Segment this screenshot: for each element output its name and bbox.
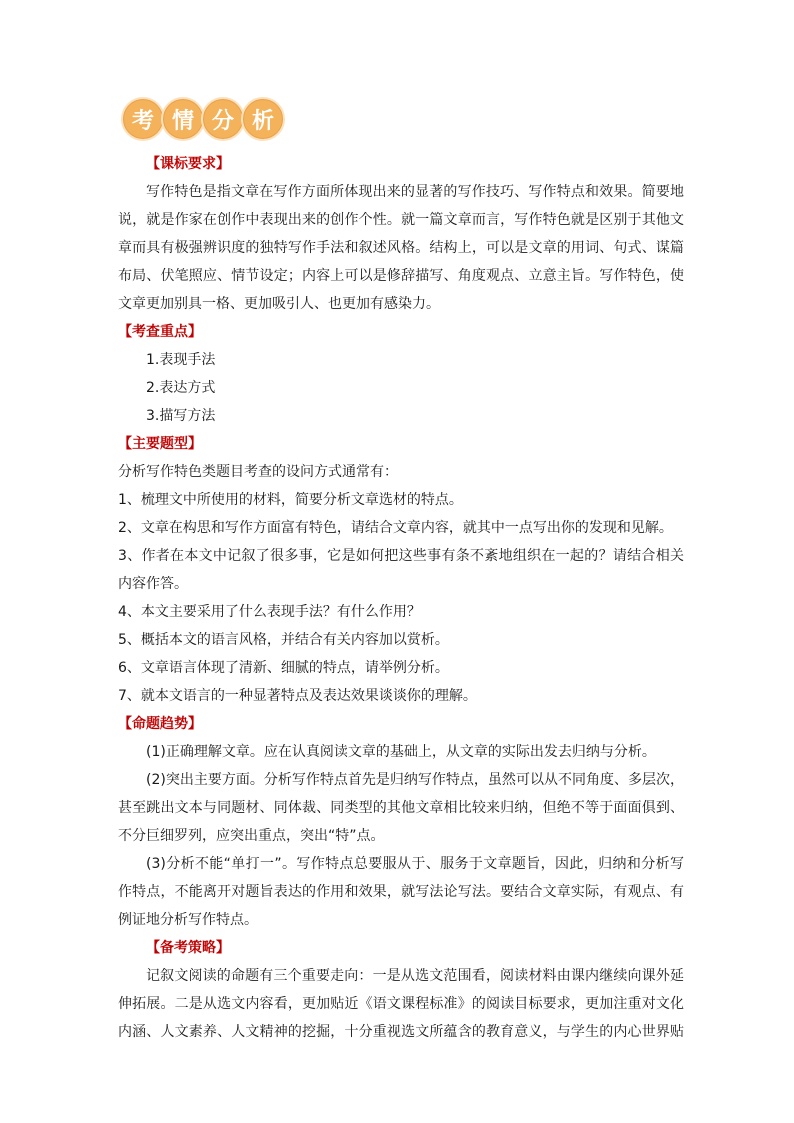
list-item: 4、本文主要采用了什么表现手法？有什么作用？ — [118, 604, 421, 620]
list-item: 6、文章语言体现了清新、细腻的特点，请举例分析。 — [118, 660, 449, 676]
paragraph-line: (1)正确理解文章。应在认真阅读文章的基础上，从文章的实际出发去归纳与分析。 — [146, 744, 656, 760]
heading-celue: 【备考策略】 — [146, 940, 230, 956]
paragraph-line: 文章更加别具一格、更加吸引人、也更加有感染力。 — [118, 296, 440, 312]
paragraph-line: 伸拓展。二是从选文内容看，更加贴近《语文课程标准》的阅读目标要求，更加注重对文化 — [118, 996, 684, 1012]
paragraph-line: (2)突出主要方面。分析写作特点首先是归纳写作特点，虽然可以从不同角度、多层次， — [146, 772, 684, 788]
paragraph-line: 记叙文阅读的命题有三个重要走向：一是从选文范围看，阅读材料由课内继续向课外延 — [146, 968, 684, 984]
paragraph-line: 内涵、人文素养、人文精神的挖掘，十分重视选文所蕴含的教育意义，与学生的内心世界贴 — [118, 1024, 684, 1040]
banner-char: 分 — [201, 97, 245, 141]
paragraph-line: 布局、伏笔照应、情节设定；内容上可以是修辞描写、角度观点、立意主旨。写作特色，使 — [118, 268, 684, 284]
banner-char: 考 — [121, 97, 165, 141]
list-item: 5、概括本文的语言风格，并结合有关内容加以赏析。 — [118, 632, 449, 648]
heading-kaocha: 【考查重点】 — [118, 324, 202, 340]
paragraph-line: 不分巨细罗列，应突出重点，突出“特”点。 — [118, 828, 385, 844]
list-item: 1、梳理文中所使用的材料，简要分析文章选材的特点。 — [118, 492, 463, 508]
section-banner — [121, 97, 281, 139]
heading-qushi: 【命题趋势】 — [118, 716, 202, 732]
heading-kebiao: 【课标要求】 — [146, 156, 230, 172]
paragraph-line: 分析写作特色类题目考查的设问方式通常有： — [118, 464, 398, 480]
list-item: 2、文章在构思和写作方面富有特色，请结合文章内容，就其中一点写出你的发现和见解。 — [118, 520, 673, 536]
paragraph-line: 说，就是作家在创作中表现出来的创作个性。就一篇文章而言，写作特色就是区别于其他文 — [118, 212, 684, 228]
banner-char: 析 — [241, 97, 285, 141]
list-item: 内容作答。 — [118, 576, 188, 592]
paragraph-line: 写作特色是指文章在写作方面所体现出来的显著的写作技巧、写作特点和效果。简要地 — [146, 184, 684, 200]
paragraph-line: 甚至跳出文本与同题材、同体裁、同类型的其他文章相比较来归纳，但绝不等于面面俱到、 — [118, 800, 684, 816]
list-item: 3.描写方法 — [146, 408, 216, 424]
paragraph-line: 作特点，不能离开对题旨表达的作用和效果，就写法论写法。要结合文章实际，有观点、有 — [118, 884, 684, 900]
paragraph-line: 例证地分析写作特点。 — [118, 912, 258, 928]
list-item: 2.表达方式 — [146, 380, 216, 396]
list-item: 7、就本文语言的一种显著特点及表达效果谈谈你的理解。 — [118, 688, 477, 704]
paragraph-line: 章而具有极强辨识度的独特写作手法和叙述风格。结构上，可以是文章的用词、句式、谋篇 — [118, 240, 684, 256]
paragraph-line: (3)分析不能“单打一”。写作特点总要服从于、服务于文章题旨，因此，归纳和分析写 — [146, 856, 684, 872]
heading-tixing: 【主要题型】 — [118, 436, 202, 452]
list-item: 3、作者在本文中记叙了很多事，它是如何把这些事有条不紊地组织在一起的？请结合相关 — [118, 548, 684, 564]
document-body — [118, 150, 684, 1046]
banner-char: 情 — [161, 97, 205, 141]
list-item: 1.表现手法 — [146, 352, 216, 368]
